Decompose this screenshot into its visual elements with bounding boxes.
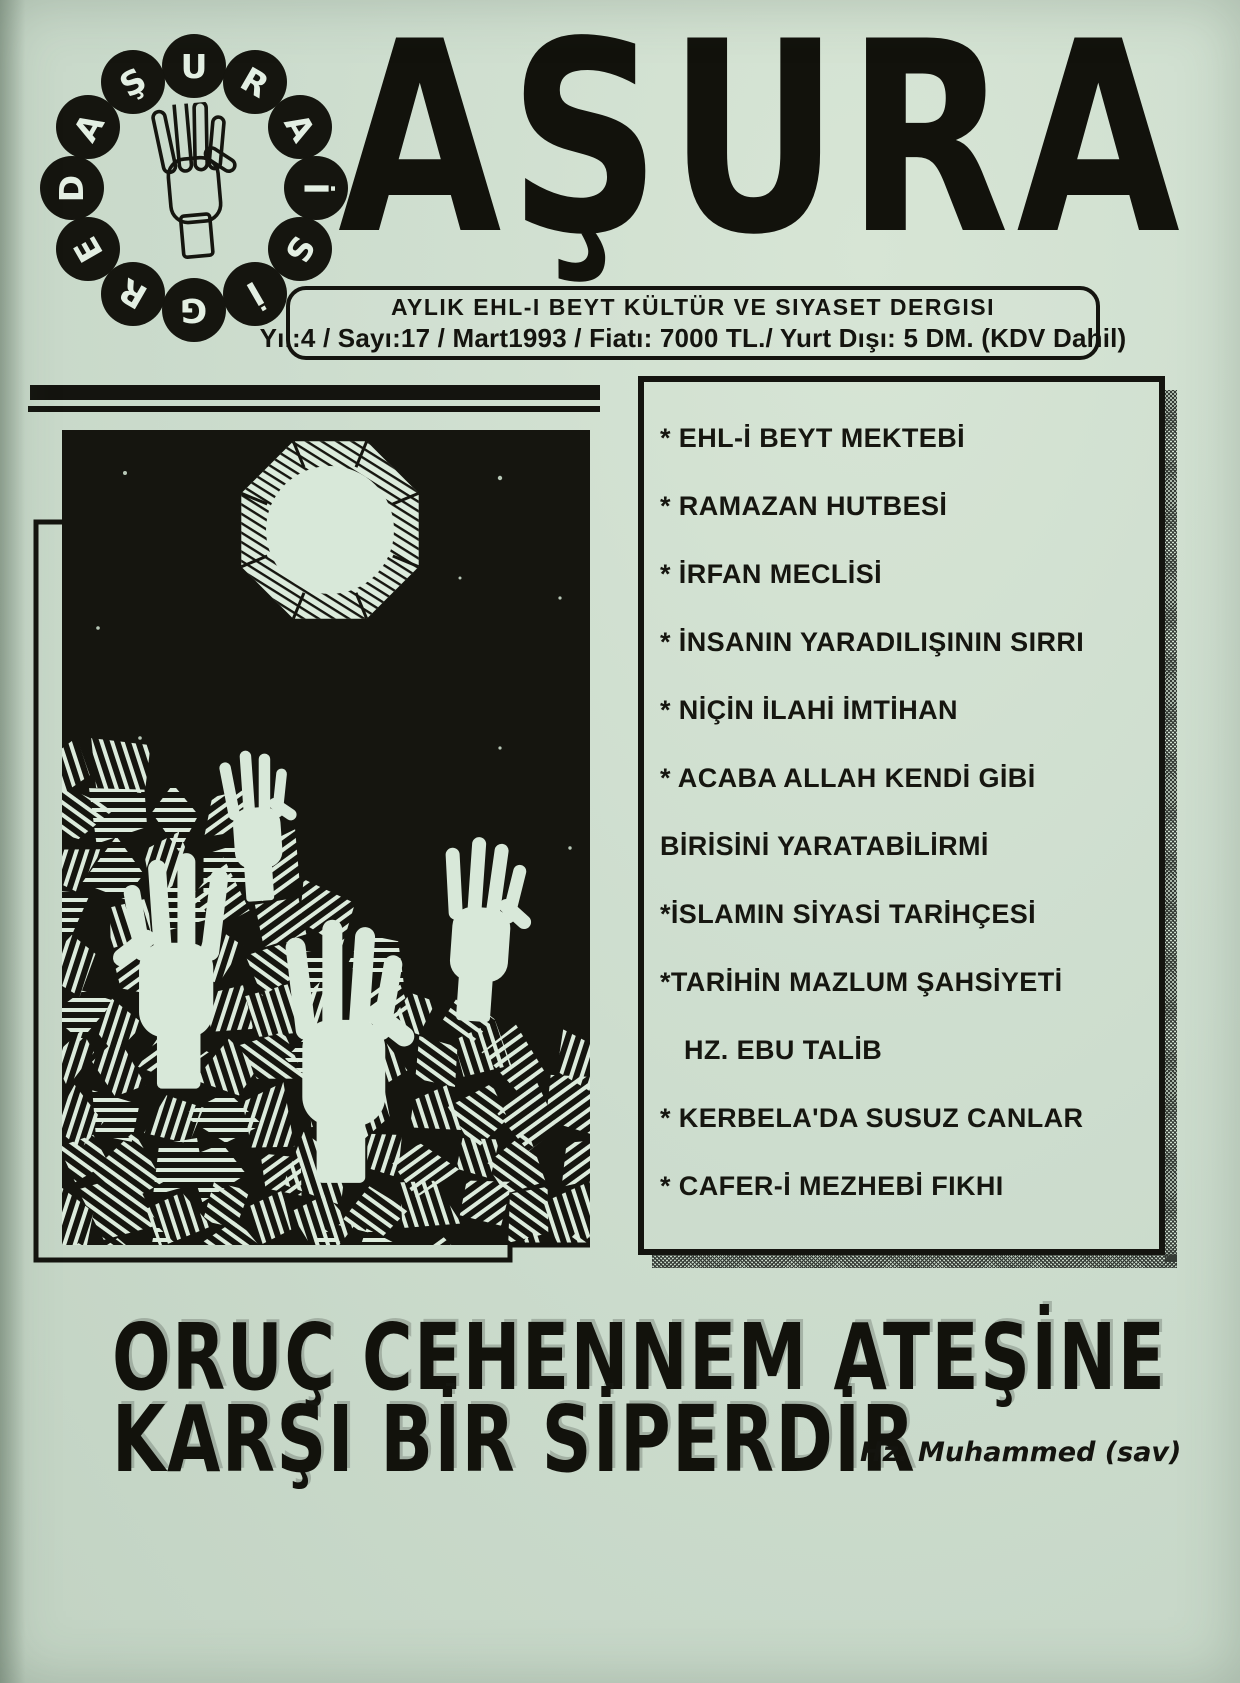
contents-item: * ACABA ALLAH KENDİ GİBİ: [660, 763, 1036, 793]
contents-item: HZ. EBU TALİB: [684, 1035, 883, 1065]
logo-letter: İ: [296, 181, 336, 195]
contents-item: BİRİSİNİ YARATABİLİRMİ: [660, 831, 989, 861]
logo-letter-disc: [56, 217, 120, 281]
logo-letter-disc: [268, 95, 332, 159]
contents-item: * KERBELA'DA SUSUZ CANLAR: [660, 1103, 1084, 1133]
contents-box-shadow-right: [1165, 390, 1177, 1262]
logo-letter: İ: [239, 273, 271, 314]
contents-item: * NİÇİN İLAHİ İMTİHAN: [660, 695, 958, 725]
contents-item: * İRFAN MECLİSİ: [660, 559, 883, 589]
contents-item: * EHL-İ BEYT MEKTEBİ: [660, 423, 966, 453]
contents-list: [644, 382, 1159, 1220]
masthead-title: AŞURA: [338, 0, 1188, 293]
contents-item: * CAFER-İ MEZHEBİ FIKHI: [660, 1171, 1004, 1201]
logo-letter-disc: [101, 50, 165, 114]
logo-letter-disc: [162, 278, 226, 342]
logo-letter: S: [276, 228, 323, 270]
logo-letter-disc: [162, 34, 226, 98]
headline-attribution: Hz. Muhammed (sav): [860, 1437, 1182, 1468]
logo-letter: Ş: [112, 59, 154, 106]
logo-letter: U: [180, 46, 208, 86]
moon: [266, 466, 394, 594]
rule-thin: [28, 406, 600, 412]
contents-item: *TARİHİN MAZLUM ŞAHSİYETİ: [660, 967, 1063, 997]
contents-box-shadow-bottom: [652, 1255, 1177, 1268]
contents-item: * İNSANIN YARADILIŞININ SIRRI: [660, 627, 1085, 657]
woodcut-illustration: [30, 418, 605, 1276]
logo-letter: A: [276, 106, 323, 148]
logo-letter: G: [180, 290, 208, 330]
tagline-subtitle: AYLIK EHL-I BEYT KÜLTÜR VE SIYASET DERGISI: [390, 294, 995, 320]
rule-thick: [30, 385, 600, 400]
logo-letter: A: [65, 106, 112, 148]
contents-box: [638, 376, 1165, 1255]
headline-line1: ORUÇ CEHENNEM ATEŞİNE: [112, 1304, 1167, 1411]
contents-item: * RAMAZAN HUTBESİ: [660, 491, 948, 521]
headline-line2: KARŞI BİR SİPERDİR: [112, 1386, 917, 1493]
issue-info: Yıl:4 / Sayı:17 / Mart1993 / Fiatı: 7000 TL./ Yurt Dışı: 5 DM. (KDV Dahil): [259, 323, 1127, 353]
contents-item: *İSLAMIN SİYASİ TARİHÇESİ: [660, 899, 1037, 929]
open-hand-icon: [140, 99, 255, 279]
logo-letter-disc: [40, 156, 104, 220]
logo-letter: D: [52, 174, 92, 202]
moon-halo: [241, 441, 418, 618]
logo-letter: E: [65, 229, 111, 269]
logo-letter: R: [234, 59, 276, 106]
logo-letter: R: [112, 270, 154, 317]
tagline-box: [259, 286, 1127, 360]
